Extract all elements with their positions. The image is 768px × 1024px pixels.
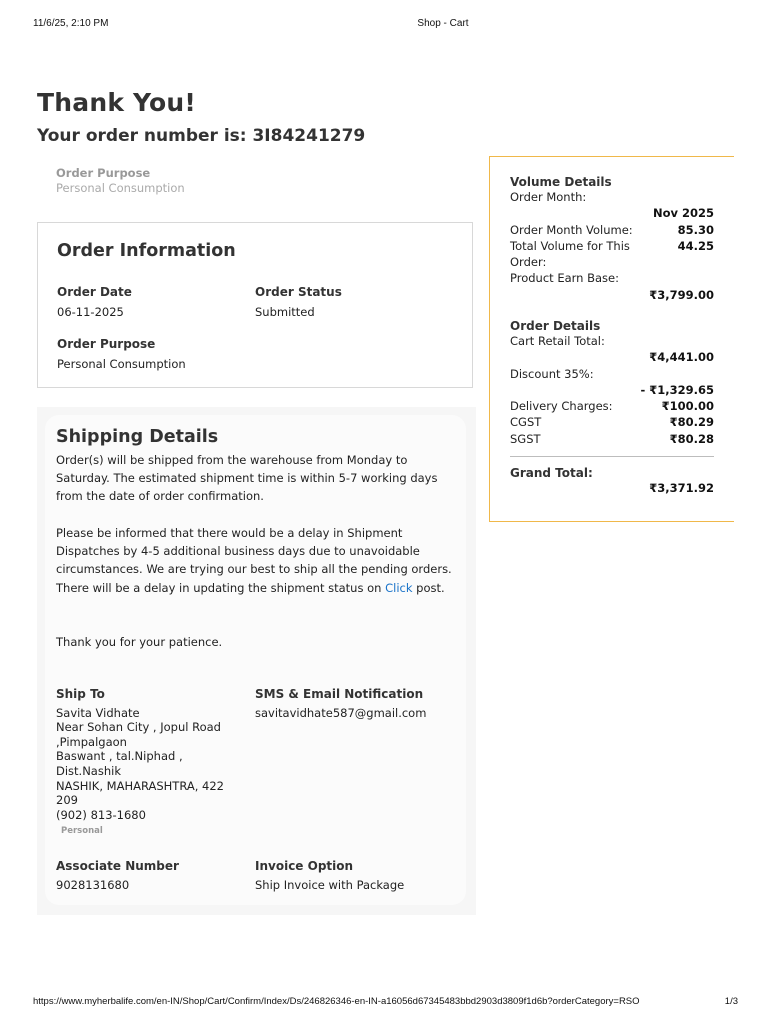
earn-base-label: Product Earn Base: xyxy=(510,271,619,286)
shipping-delay-text xyxy=(56,524,456,597)
thank-you-patience-text: Thank you for your patience. xyxy=(56,635,223,649)
order-date-value: 06-11-2025 xyxy=(57,305,124,319)
order-status-field xyxy=(255,285,342,319)
total-volume-label-cont: Order: xyxy=(510,255,547,270)
cart-retail-label: Cart Retail Total: xyxy=(510,334,605,348)
ship-to-line: NASHIK, MAHARASHTRA, 422 xyxy=(56,778,224,793)
cart-retail-label-row xyxy=(510,333,714,349)
order-date-label: Order Date xyxy=(57,285,132,299)
shipping-delay-body: Please be informed that there would be a delay in Shipment Dispatches by 4-5 additional business days due to unavoidable circumstances. We are trying our best to ship all the pending orders. There will be a delay in updating the shipment status on xyxy=(56,526,452,595)
shipping-details-title: Shipping Details xyxy=(56,427,219,447)
sgst-row xyxy=(510,431,714,447)
ship-to-line: Savita Vidhate xyxy=(56,705,140,720)
cgst-row xyxy=(510,414,714,430)
discount-label-row xyxy=(510,366,714,382)
total-volume-label-cont-row xyxy=(510,254,714,270)
grand-total-label: Grand Total: xyxy=(510,466,593,480)
cgst-label: CGST xyxy=(510,415,542,430)
print-title: Shop - Cart xyxy=(417,18,469,29)
total-volume-row xyxy=(510,238,714,254)
ship-to-block xyxy=(56,687,246,839)
ship-to-line: ,Pimpalgaon xyxy=(56,734,127,749)
order-month-volume-label: Order Month Volume: xyxy=(510,222,633,237)
shipping-details-card xyxy=(37,407,476,915)
earn-base-label-row xyxy=(510,270,714,286)
sgst-label: SGST xyxy=(510,431,541,446)
order-month-volume-value: 85.30 xyxy=(677,222,714,237)
print-page-number: 1/3 xyxy=(724,996,738,1007)
cgst-value: ₹80.29 xyxy=(669,415,714,430)
cart-retail-value: ₹4,441.00 xyxy=(649,350,714,365)
order-month-value: Nov 2025 xyxy=(652,206,714,221)
total-volume-value: 44.25 xyxy=(677,238,714,253)
address-type-tag: Personal xyxy=(61,826,103,837)
volume-details-title: Volume Details xyxy=(510,175,612,189)
order-month-volume-row xyxy=(510,222,714,238)
discount-value: - ₹1,329.65 xyxy=(640,382,714,397)
order-purpose-field xyxy=(57,337,186,371)
ship-to-label: Ship To xyxy=(56,687,105,701)
order-information-card xyxy=(37,222,473,388)
print-datetime: 11/6/25, 2:10 PM xyxy=(33,18,109,29)
ship-to-line: Near Sohan City , Jopul Road xyxy=(56,720,221,735)
order-number: Your order number is: 3I84241279 xyxy=(37,126,366,146)
order-status-value: Submitted xyxy=(255,305,315,319)
ship-to-line: Dist.Nashik xyxy=(56,763,121,778)
order-details xyxy=(510,319,714,447)
order-purpose-value: Personal Consumption xyxy=(56,181,185,195)
total-volume-label: Total Volume for This xyxy=(510,238,630,253)
shipping-schedule-text: Order(s) will be shipped from the warehouse from Monday to Saturday. The estimated shipment time is within 5-7 working days from the date of order confirmation. xyxy=(56,453,438,504)
grand-total-value: ₹3,371.92 xyxy=(649,481,714,495)
notification-block xyxy=(255,687,465,720)
volume-details xyxy=(510,175,714,303)
discount-label: Discount 35%: xyxy=(510,366,594,381)
delivery-row xyxy=(510,398,714,414)
sgst-value: ₹80.28 xyxy=(669,431,714,446)
ship-to-line: 209 xyxy=(56,793,78,808)
associate-number-value: 9028131680 xyxy=(56,877,130,892)
delivery-value: ₹100.00 xyxy=(661,399,714,414)
order-purpose-field-label: Order Purpose xyxy=(57,337,156,351)
click-link[interactable]: Click xyxy=(385,580,413,595)
order-summary-panel xyxy=(489,156,734,522)
shipping-delay-tail: post. xyxy=(412,580,445,595)
earn-base-value: ₹3,799.00 xyxy=(649,287,714,302)
ship-to-line: (902) 813-1680 xyxy=(56,807,146,822)
order-purpose-field-value: Personal Consumption xyxy=(57,357,186,371)
associate-number-label: Associate Number xyxy=(56,859,179,873)
summary-divider xyxy=(510,456,714,457)
ship-to-line: Baswant , tal.Niphad , xyxy=(56,749,183,764)
invoice-option-label: Invoice Option xyxy=(255,859,354,873)
order-details-title: Order Details xyxy=(510,319,601,333)
print-url: https://www.myherbalife.com/en-IN/Shop/Cart/Confirm/Index/Ds/246826346-en-IN-a16056d67345483bbd2903d3809f1d6b?orderCategory=RSO xyxy=(33,996,640,1007)
order-status-label: Order Status xyxy=(255,285,342,299)
notification-label: SMS & Email Notification xyxy=(255,687,424,701)
delivery-label: Delivery Charges: xyxy=(510,399,613,414)
order-purpose-label: Order Purpose xyxy=(56,166,151,180)
invoice-option-value: Ship Invoice with Package xyxy=(255,877,405,892)
associate-block xyxy=(56,859,246,892)
order-information-title: Order Information xyxy=(57,241,236,261)
invoice-block xyxy=(255,859,465,892)
order-month-label-row xyxy=(510,189,714,205)
thank-you-heading: Thank You! xyxy=(37,88,197,117)
grand-total xyxy=(510,466,714,496)
order-month-label: Order Month: xyxy=(510,190,587,204)
order-date-field xyxy=(57,285,132,319)
order-purpose-summary xyxy=(56,166,185,195)
notification-email: savitavidhate587@gmail.com xyxy=(255,705,427,720)
